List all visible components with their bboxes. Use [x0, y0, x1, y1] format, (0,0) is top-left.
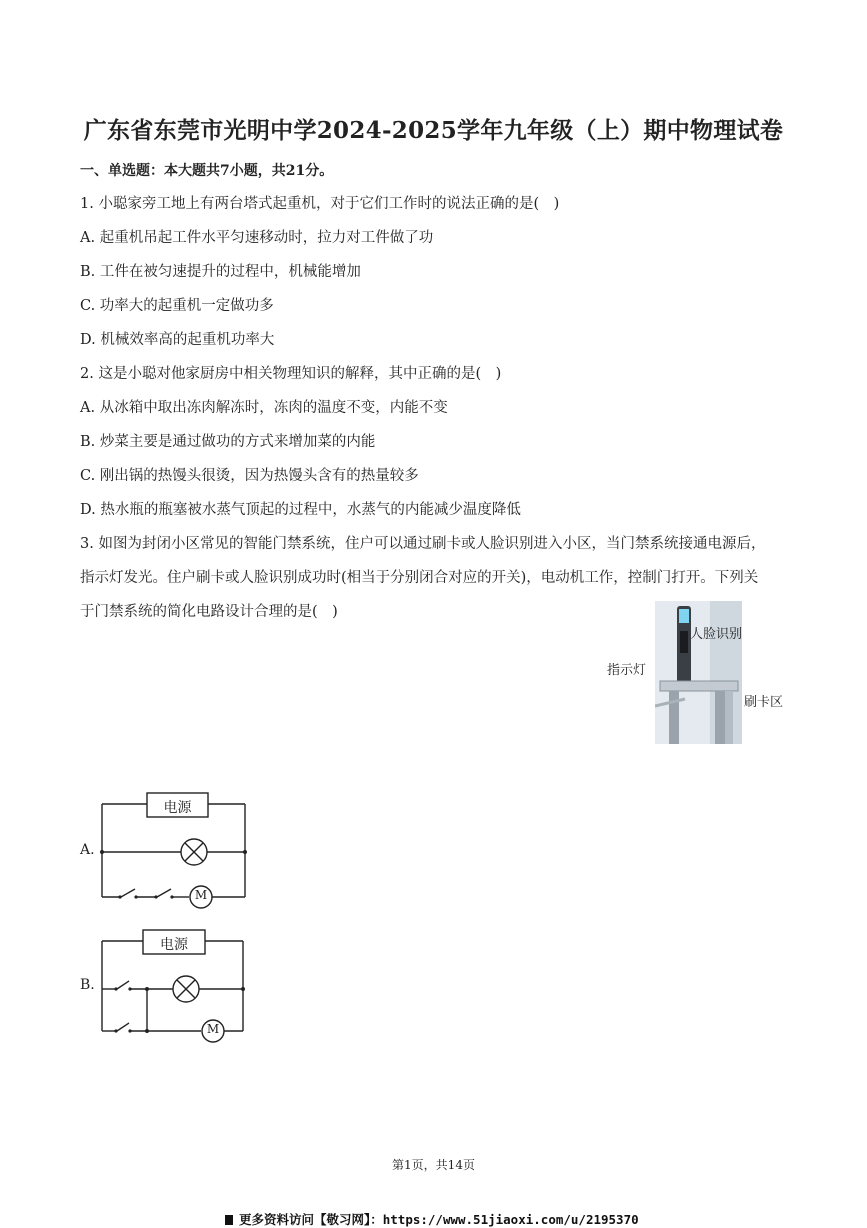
photo-label-face: 人脸识别 — [690, 627, 743, 642]
circuit-option-b-letter: B. — [80, 977, 95, 993]
question-1-option-d: D. 机械效率高的起重机功率大 — [80, 332, 275, 348]
promo-line[interactable] — [225, 1210, 639, 1228]
circuit-a-motor-label: M — [194, 888, 208, 902]
question-1-stem: 1. 小聪家旁工地上有两台塔式起重机，对于它们工作时的说法正确的是( ) — [80, 196, 560, 212]
circuit-option-a-letter: A. — [80, 842, 95, 858]
question-2-option-a: A. 从冰箱中取出冻肉解冻时，冻肉的温度不变，内能不变 — [80, 400, 448, 416]
circuit-option-b-diagram — [97, 927, 249, 1047]
question-3-stem-line-1: 3. 如图为封闭小区常见的智能门禁系统，住户可以通过刷卡或人脸识别进入小区，当门禁系统接通电源后， — [80, 536, 766, 552]
question-3-stem-line-3: 于门禁系统的简化电路设计合理的是( ) — [80, 604, 338, 620]
circuit-a-power-label: 电源 — [163, 800, 192, 816]
question-2-option-b: B. 炒菜主要是通过做功的方式来增加菜的内能 — [80, 434, 376, 450]
circuit-b-power-label: 电源 — [160, 937, 188, 953]
question-2-option-d: D. 热水瓶的瓶塞被水蒸气顶起的过程中，水蒸气的内能减少温度降低 — [80, 502, 521, 518]
flag-icon — [225, 1215, 233, 1225]
question-2-option-c: C. 刚出锅的热馒头很烫，因为热馒头含有的热量较多 — [80, 468, 419, 484]
photo-label-indicator: 指示灯 — [607, 663, 647, 678]
question-1-option-b: B. 工件在被匀速提升的过程中，机械能增加 — [80, 264, 361, 280]
question-2-stem: 2. 这是小聪对他家厨房中相关物理知识的解释，其中正确的是( ) — [80, 366, 502, 382]
section-heading: 一、单选题：本大题共7小题，共21分。 — [80, 163, 334, 179]
promo-text[interactable]: 更多资料访问【敬习网】：https://www.51jiaoxi.com/u/2195370 — [239, 1212, 639, 1227]
question-1-option-a: A. 起重机吊起工件水平匀速移动时，拉力对工件做了功 — [80, 230, 434, 246]
circuit-option-a-diagram — [97, 790, 249, 910]
question-1-option-c: C. 功率大的起重机一定做功多 — [80, 298, 274, 314]
circuit-b-motor-label: M — [206, 1022, 220, 1036]
exam-title: 广东省东莞市光明中学2024-2025学年九年级（上）期中物理试卷 — [83, 117, 784, 144]
question-3-stem-line-2: 指示灯发光。住户刷卡或人脸识别成功时(相当于分别闭合对应的开关)，电动机工作，控制门打开。下列关 — [80, 570, 759, 586]
photo-label-card: 刷卡区 — [744, 695, 784, 710]
page-footer: 第1页，共14页 — [392, 1158, 475, 1172]
